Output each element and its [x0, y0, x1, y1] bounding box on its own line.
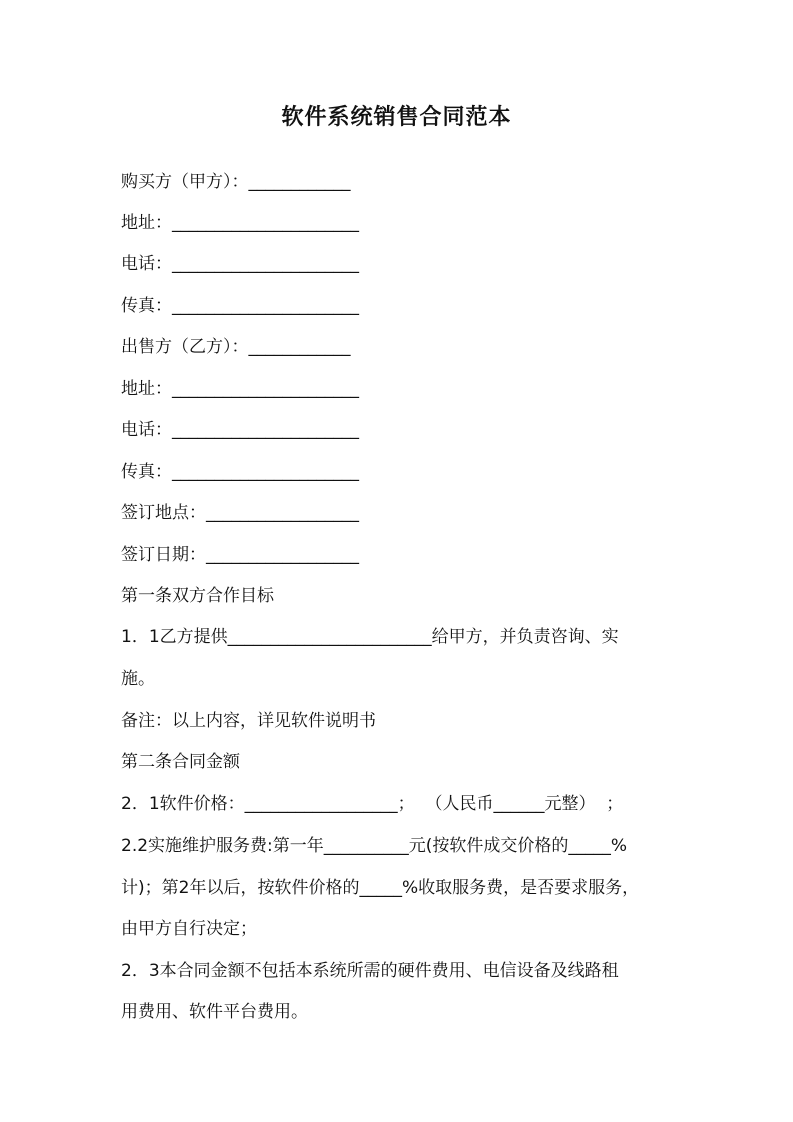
article-two-heading: 第二条合同金额 — [121, 752, 240, 772]
clause-2-2-line-1: 2.2实施维护服务费:第一年__________元(按软件成交价格的_____% — [121, 836, 628, 856]
signing-date-line: 签订日期：__________________ — [121, 545, 359, 565]
seller-address-line: 地址：______________________ — [121, 379, 359, 399]
buyer-line: 购买方（甲方）：____________ — [121, 172, 351, 192]
document-title: 软件系统销售合同范本 — [281, 105, 512, 130]
article-one-heading: 第一条双方合作目标 — [121, 586, 274, 606]
buyer-fax-line: 传真：______________________ — [121, 296, 359, 316]
clause-2-3-line-2: 用费用、软件平台费用。 — [121, 1002, 308, 1022]
seller-phone-line: 电话：______________________ — [121, 420, 359, 440]
buyer-phone-line: 电话：______________________ — [121, 254, 359, 274]
clause-1-1-line-2: 施。 — [121, 669, 155, 689]
clause-2-2-line-2: 计)；第2年以后，按软件价格的_____%收取服务费，是否要求服务， — [121, 878, 640, 898]
signing-place-line: 签订地点：__________________ — [121, 503, 359, 523]
seller-fax-line: 传真：______________________ — [121, 462, 359, 482]
clause-2-1-line: 2．1软件价格：__________________； （人民币______元整） ； — [121, 794, 624, 814]
buyer-address-line: 地址：______________________ — [121, 213, 359, 233]
clause-2-3-line-1: 2．3本合同金额不包括本系统所需的硬件费用、电信设备及线路租 — [121, 961, 619, 981]
clause-2-2-line-3: 由甲方自行决定； — [121, 919, 257, 939]
seller-line: 出售方（乙方）：____________ — [121, 337, 351, 357]
note-line: 备注：以上内容，详见软件说明书 — [121, 711, 376, 731]
clause-1-1-line-1: 1．1乙方提供________________________给甲方，并负责咨询、实 — [121, 627, 619, 647]
